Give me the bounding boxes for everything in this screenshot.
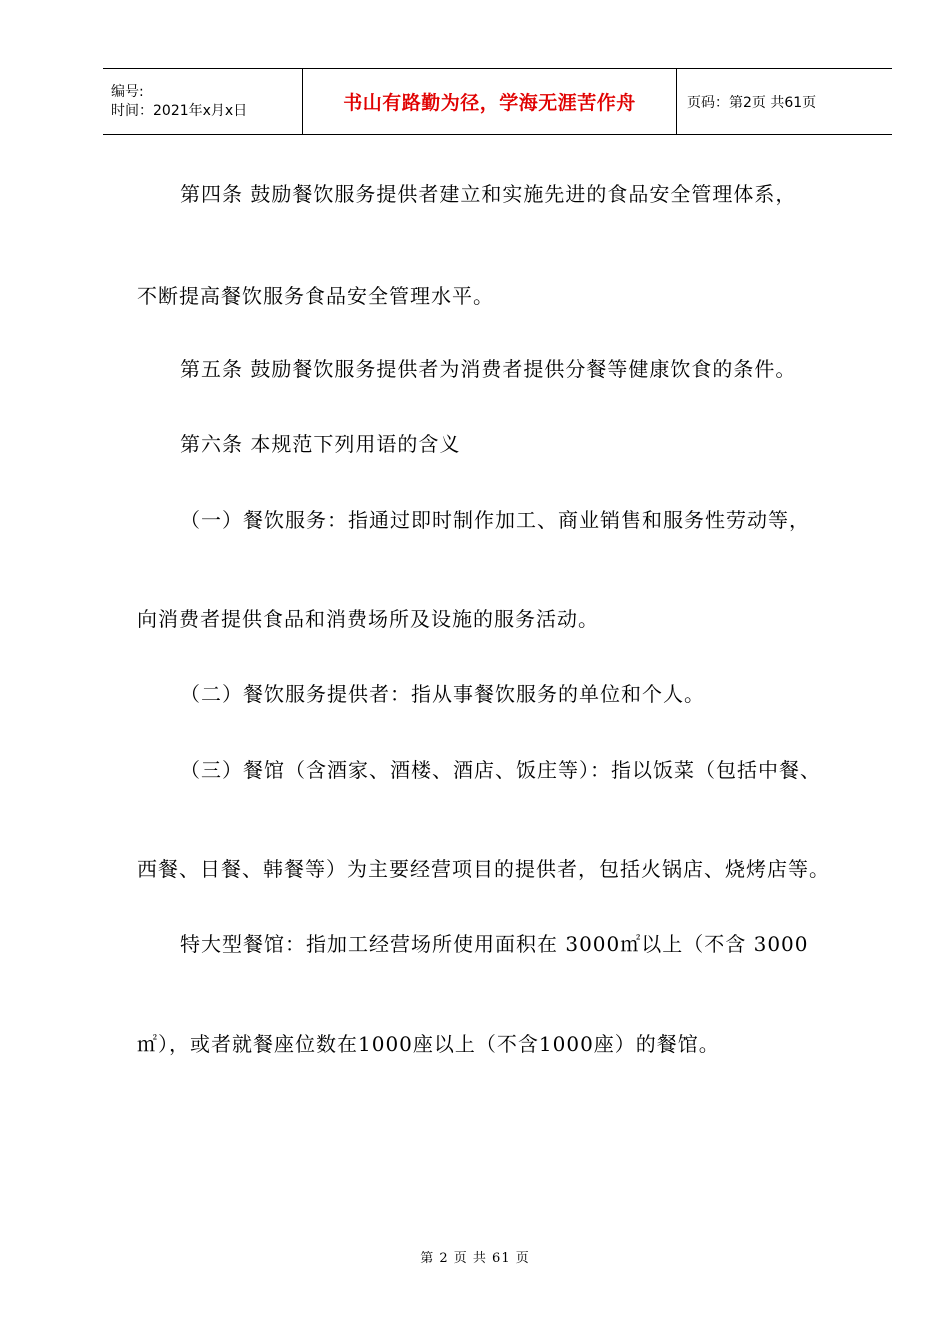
paragraph-item-1-cont: 向消费者提供食品和消费场所及设施的服务活动。 bbox=[137, 607, 599, 631]
page-footer: 第 2 页 共 61 页 bbox=[420, 1251, 530, 1266]
page-info: 页码：第2页 共61页 bbox=[687, 94, 817, 111]
paragraph-large-restaurant: 特大型餐馆：指加工经营场所使用面积在 3000㎡以上（不含 3000 bbox=[180, 932, 809, 956]
time-label: 时间：2021年x月x日 bbox=[111, 102, 248, 119]
paragraph-article-6: 第六条 本规范下列用语的含义 bbox=[180, 432, 461, 456]
paragraph-large-restaurant-cont: ㎡），或者就餐座位数在1000座以上（不含1000座）的餐馆。 bbox=[137, 1032, 720, 1056]
paragraph-article-4: 第四条 鼓励餐饮服务提供者建立和实施先进的食品安全管理体系， bbox=[180, 182, 797, 206]
header-motto-cell bbox=[303, 69, 677, 134]
motto-text: 书山有路勤为径，学海无涯苦作舟 bbox=[343, 92, 636, 114]
document-header bbox=[103, 68, 892, 135]
paragraph-article-5: 第五条 鼓励餐饮服务提供者为消费者提供分餐等健康饮食的条件。 bbox=[180, 357, 797, 381]
paragraph-item-1: （一）餐饮服务：指通过即时制作加工、商业销售和服务性劳动等， bbox=[180, 508, 810, 532]
paragraph-item-3-cont: 西餐、日餐、韩餐等）为主要经营项目的提供者，包括火锅店、烧烤店等。 bbox=[137, 857, 830, 881]
header-meta-cell bbox=[103, 69, 303, 134]
number-label: 编号: bbox=[111, 83, 144, 100]
paragraph-item-3: （三）餐馆（含酒家、酒楼、酒店、饭庄等）：指以饭菜（包括中餐、 bbox=[180, 758, 821, 782]
paragraph-article-4-cont: 不断提高餐饮服务食品安全管理水平。 bbox=[137, 284, 494, 308]
header-page-cell bbox=[677, 69, 892, 134]
paragraph-item-2: （二）餐饮服务提供者：指从事餐饮服务的单位和个人。 bbox=[180, 682, 705, 706]
